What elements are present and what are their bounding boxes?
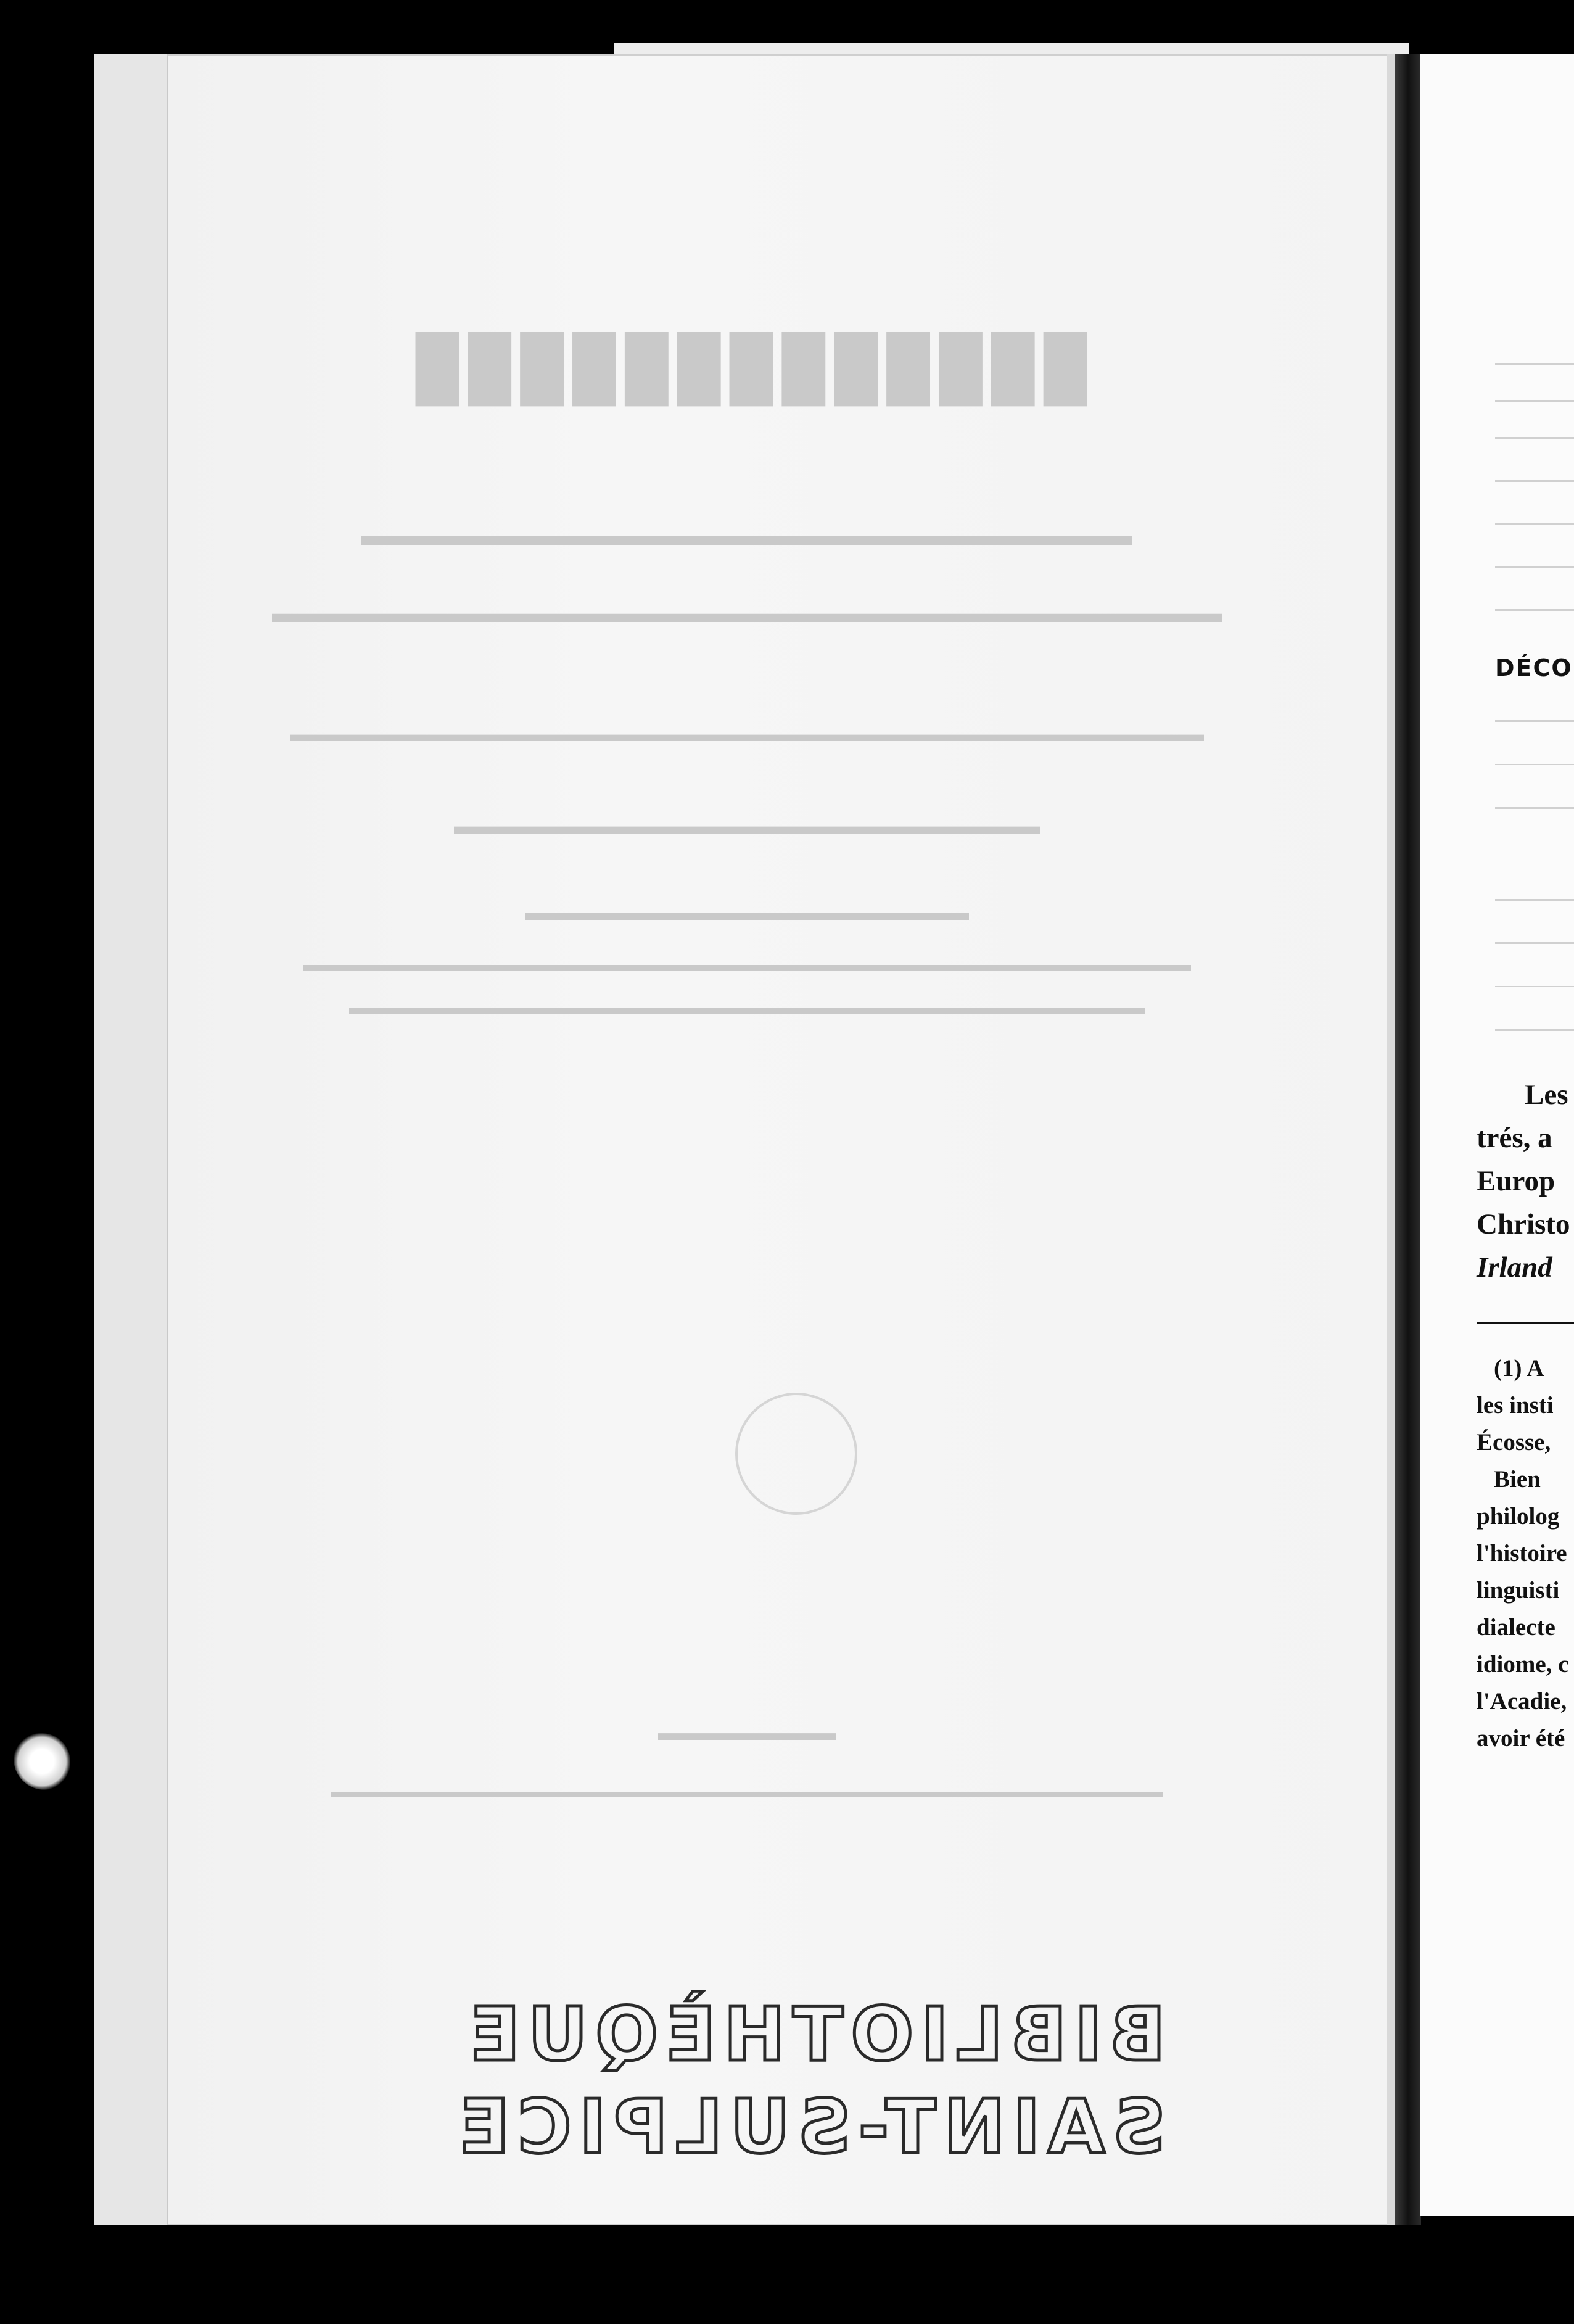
faint-text-line (1495, 986, 1574, 987)
show-through-line: ▬▬▬▬▬▬▬▬▬▬▬▬▬▬▬▬▬▬▬▬▬▬▬▬▬ (361, 517, 1132, 552)
body-text-line: Europ (1477, 1165, 1555, 1197)
footnote-line: linguisti (1477, 1577, 1560, 1604)
show-through-line: ▬▬▬▬▬▬▬▬▬▬▬▬▬▬▬▬▬▬▬▬▬▬▬▬▬ (454, 814, 1040, 839)
body-text-line: trés, a (1477, 1122, 1552, 1154)
stamp-line-2: SAINT-SULPICE (451, 2085, 1166, 2170)
body-text-line: Christo (1477, 1208, 1570, 1240)
faint-text-line (1495, 523, 1574, 525)
faint-text-line (1495, 720, 1574, 722)
perforation-mark (14, 1733, 70, 1790)
faint-text-line (1495, 363, 1574, 365)
faint-text-line (1495, 566, 1574, 568)
show-through-line: ▬▬▬▬▬▬▬▬▬▬▬▬▬▬▬▬▬▬▬▬ (525, 900, 969, 925)
faint-text-line (1495, 899, 1574, 901)
stamp-line-1: BIBLIOTHÈQUE (462, 1992, 1166, 2078)
faint-text-line (1495, 807, 1574, 809)
footnote-line: (1) A (1494, 1355, 1544, 1382)
show-through-line: ▬▬▬▬▬▬▬▬▬▬▬▬▬▬▬▬▬▬▬▬▬▬▬▬▬▬▬▬▬▬▬▬▬▬▬ (272, 598, 1222, 628)
show-through-line: ▬▬▬▬▬▬▬▬▬▬▬▬▬▬▬▬▬▬▬▬▬▬▬▬▬▬▬▬▬▬▬▬▬▬▬▬▬▬▬▬▬▬▬▬▬▬▬▬ (303, 955, 1191, 975)
footnote-line: dialecte (1477, 1614, 1555, 1641)
footnote-line: idiome, c (1477, 1651, 1569, 1678)
faint-text-line (1495, 764, 1574, 765)
show-through-line: ▬▬▬▬▬▬▬▬▬▬▬▬▬▬▬▬▬▬▬▬▬▬▬▬▬▬▬▬▬▬▬▬▬▬▬▬▬▬▬▬▬▬▬ (349, 998, 1145, 1018)
faint-text-line (1495, 942, 1574, 944)
footnote-line: Écosse, (1477, 1429, 1551, 1456)
footnote-line: philolog (1477, 1503, 1560, 1530)
faint-text-line (1495, 1029, 1574, 1031)
show-through-title: █████████████ (406, 333, 1087, 402)
show-through-seal (735, 1393, 857, 1515)
show-through-line: ▬▬▬▬▬▬▬▬ (658, 1720, 836, 1745)
book-spine (1395, 54, 1421, 2225)
footnote-line: l'histoire (1477, 1540, 1567, 1567)
footnote-line: Bien (1494, 1466, 1541, 1493)
body-text-line: Les (1525, 1079, 1568, 1111)
footnote-line: les insti (1477, 1392, 1554, 1419)
faint-text-line (1495, 437, 1574, 439)
footnote-rule (1477, 1322, 1574, 1324)
recto-page-cropped (1420, 54, 1574, 2216)
perforated-library-stamp (451, 1989, 1166, 2174)
body-text-line: Irland (1477, 1251, 1552, 1284)
footnote-line: l'Acadie, (1477, 1688, 1567, 1715)
section-heading: DÉCO (1495, 654, 1573, 682)
footnote-line: avoir été (1477, 1725, 1565, 1752)
faint-text-line (1495, 400, 1574, 402)
show-through-line: ▬▬▬▬▬▬▬▬▬▬▬▬▬▬▬▬▬▬▬▬▬▬▬▬▬▬▬▬▬▬▬▬▬▬▬▬▬▬▬▬▬▬▬▬▬ (331, 1781, 1163, 1802)
faint-text-line (1495, 480, 1574, 482)
blank-verso-page (94, 54, 1400, 2225)
faint-text-line (1495, 609, 1574, 611)
show-through-line: ▬▬▬▬▬▬▬▬▬▬▬▬▬▬▬▬▬▬▬▬▬▬▬▬▬▬▬▬▬▬▬▬▬▬▬▬▬▬▬ (290, 721, 1204, 747)
